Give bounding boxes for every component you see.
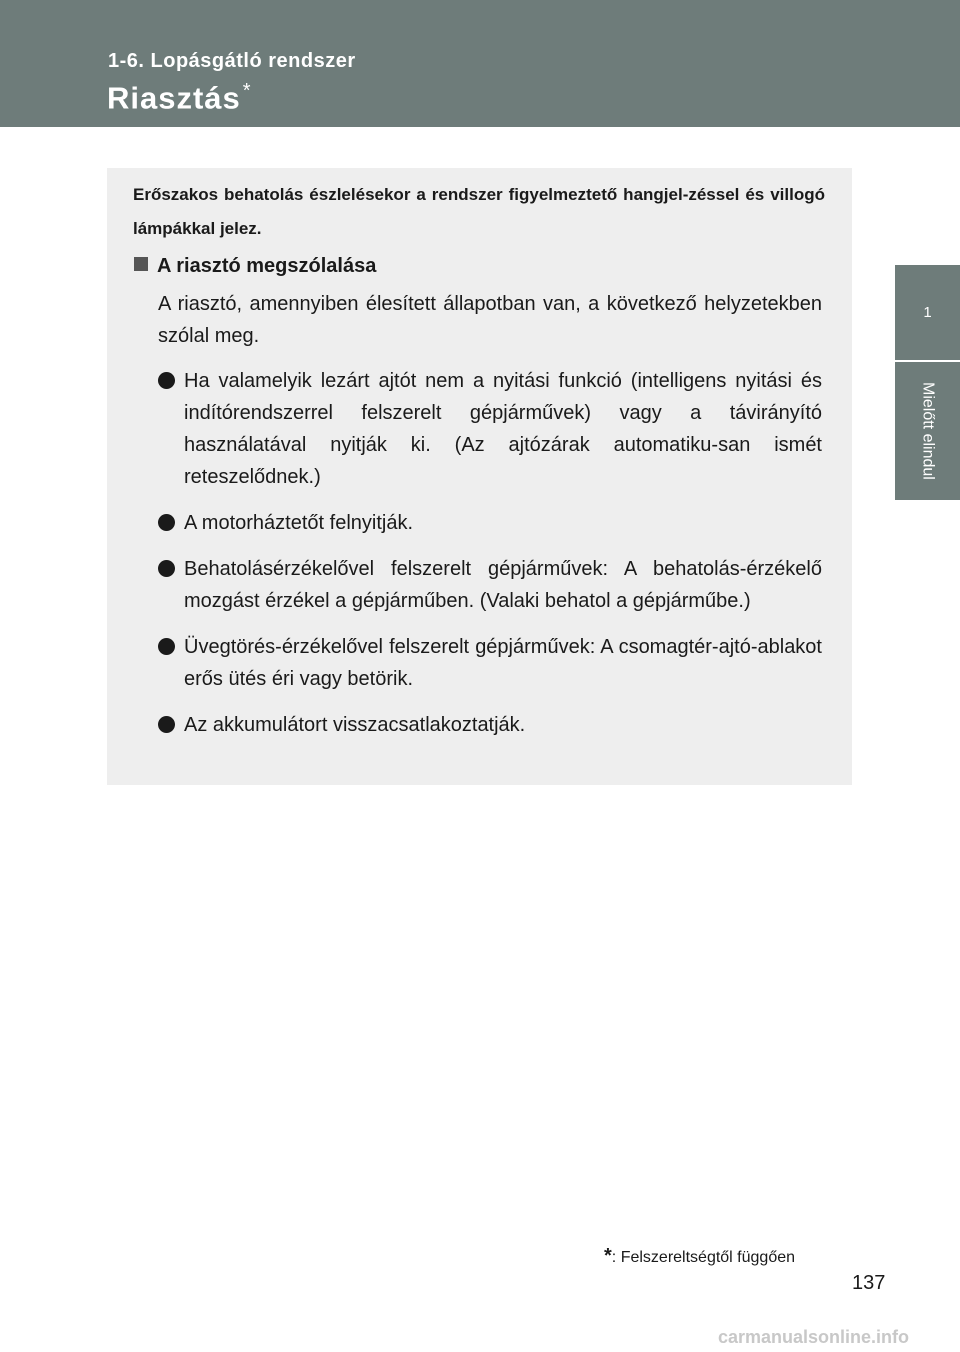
bullet-dot-icon [158, 638, 175, 655]
page-title [107, 80, 252, 116]
list-item [158, 553, 822, 617]
list-item-text: A motorháztetőt felnyitják. [184, 512, 414, 534]
bullet-dot-icon [158, 514, 175, 531]
watermark: carmanualsonline.info [718, 1327, 910, 1347]
page-header [0, 0, 960, 127]
bullet-list [158, 365, 822, 755]
bullet-dot-icon [158, 716, 175, 733]
list-item [158, 631, 822, 695]
section-heading-text: A riasztó megszólalása [157, 255, 377, 277]
list-item [158, 365, 822, 493]
footnote-asterisk: * [604, 1245, 612, 1267]
chapter-tab-number: 1 [895, 265, 960, 360]
section-paragraph: A riasztó, amennyiben élesített állapotban van, a következő helyzetekben szólal meg. [158, 293, 822, 347]
footnote [604, 1245, 795, 1268]
square-bullet-icon [134, 257, 148, 271]
list-item-text: Ha valamelyik lezárt ajtót nem a nyitási funkció (intelligens nyitási és indítórendszerrel felszerelt gépjárművek) vagy a távirányító használatával nyitják ki. (Az ajtózárak automatiku-san ismét reteszelődnek.) [184, 370, 822, 488]
bullet-dot-icon [158, 372, 175, 389]
title-asterisk: * [242, 80, 252, 102]
footnote-text: : Felszereltségtől függően [611, 1249, 796, 1266]
page-title-text: Riasztás [107, 80, 241, 116]
list-item [158, 709, 822, 741]
list-item-text: Üvegtörés-érzékelővel felszerelt gépjárművek: A csomagtér-ajtó-ablakot erős ütés éri vagy betörik. [184, 636, 822, 690]
bullet-dot-icon [158, 560, 175, 577]
section-heading [134, 255, 376, 278]
list-item [158, 507, 822, 539]
list-item-text: Behatolásérzékelővel felszerelt gépjárművek: A behatolás-érzékelő mozgást érzékel a gépjárműben. (Valaki behatol a gépjárműbe.) [184, 558, 822, 612]
chapter-tab-label-text: Mielőtt elindul [919, 382, 937, 480]
page-number: 137 [852, 1272, 886, 1294]
list-item-text: Az akkumulátort visszacsatlakoztatják. [184, 714, 526, 736]
section-title: 1-6. Lopásgátló rendszer [108, 50, 356, 72]
intro-text: Erőszakos behatolás észlelésekor a rendszer figyelmeztető hangjel-zéssel és villogó lámpákkal jelez. [133, 185, 825, 238]
chapter-tab-label [895, 362, 960, 500]
